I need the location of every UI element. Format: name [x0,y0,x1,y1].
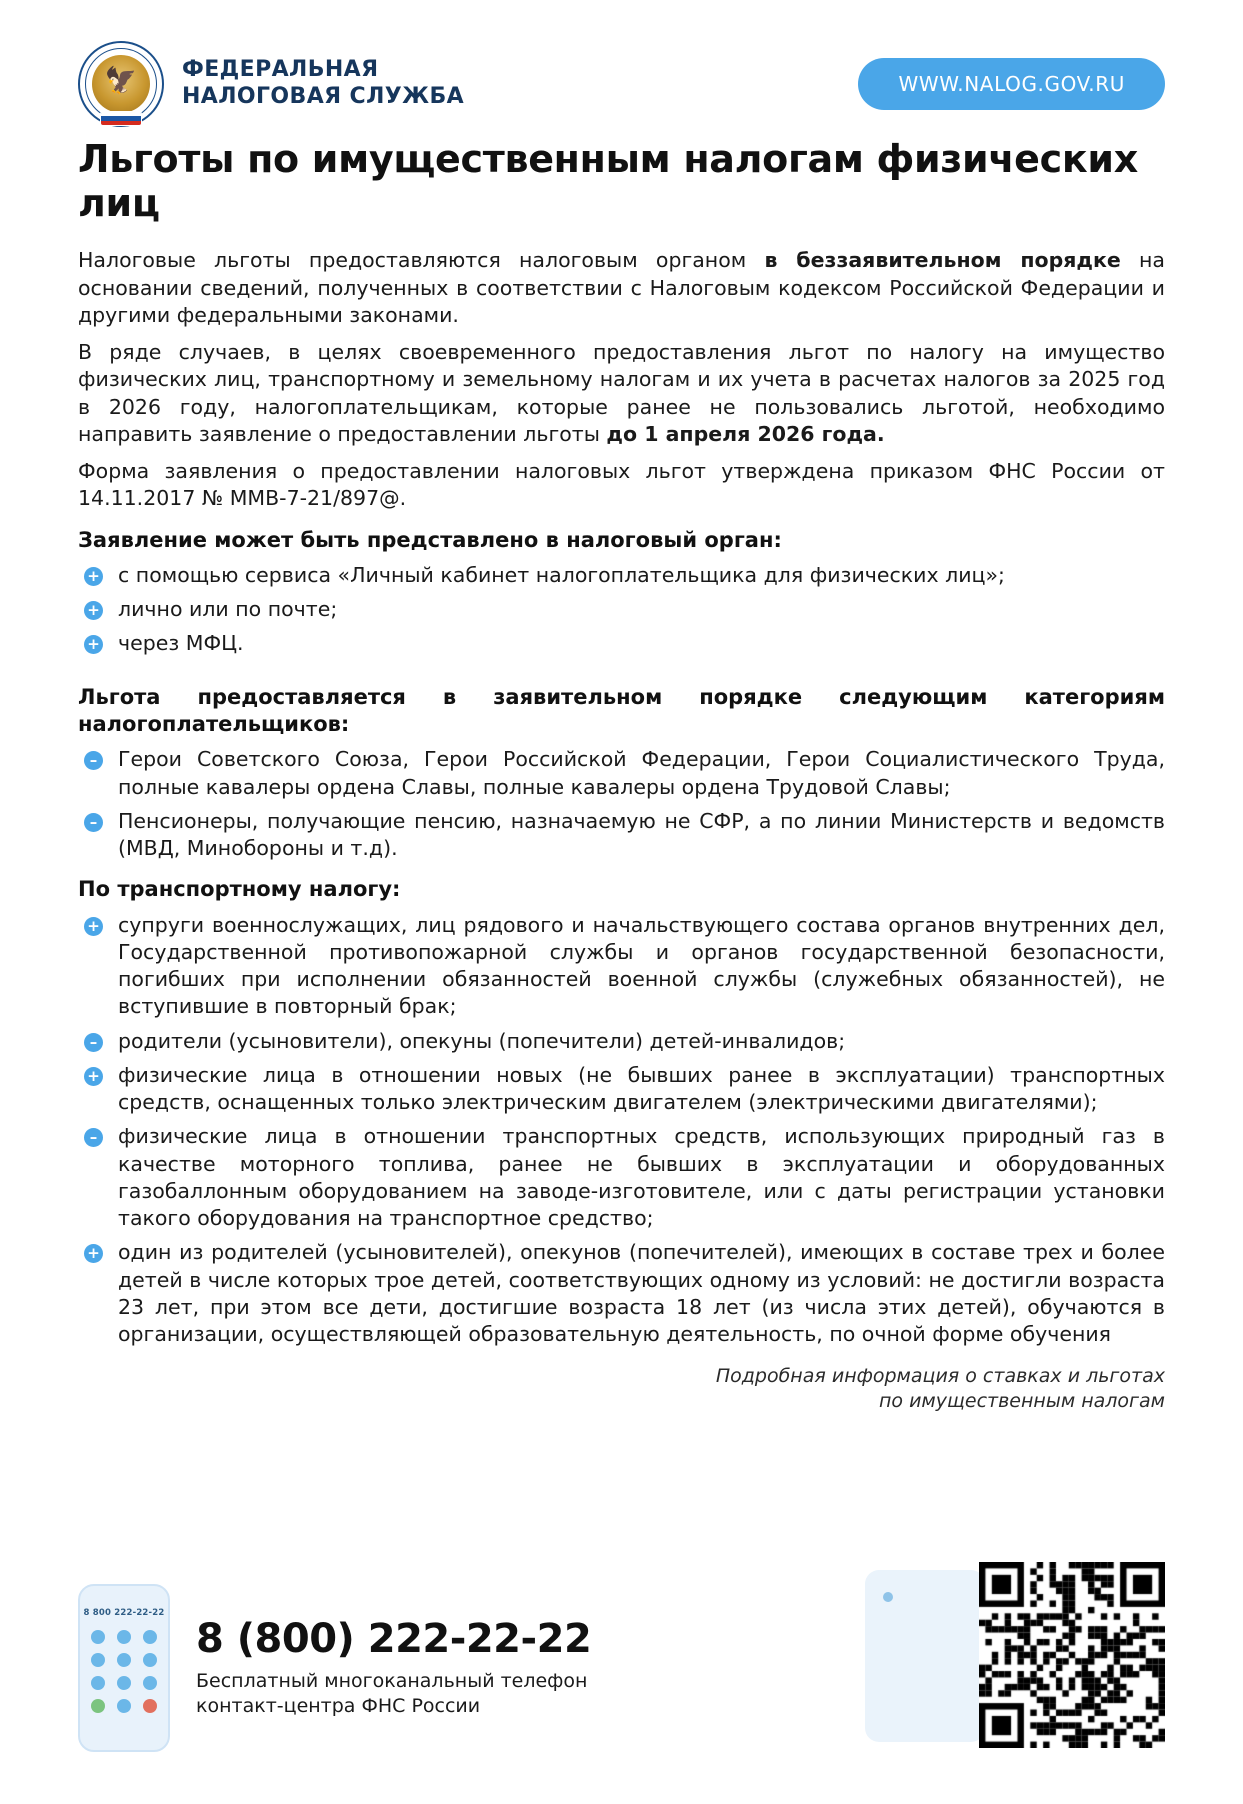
intro-paragraph-2 [78,339,1165,448]
contact-texts [196,1617,591,1718]
categories-list [78,746,1165,862]
card-dot-icon [883,1592,893,1602]
list-item-text: через МФЦ. [118,631,244,656]
page-footer [78,1562,1165,1752]
categories-section-heading: Льгота предоставляется в заявительном порядке следующим категориям налогоплательщиков: [78,684,1165,736]
list-item [78,630,1165,657]
plus-bullet-icon: + [84,1067,103,1086]
intro-p1-text1: Налоговые льготы предоставляются налоговым органом [78,248,765,273]
submit-methods-list [78,562,1165,658]
phone-keypad-icon [80,1630,168,1713]
minus-bullet-icon: – [84,813,103,832]
plus-bullet-icon: + [84,601,103,620]
hotline-caption [196,1669,591,1718]
details-note-line2: по имущественным налогам [878,1390,1165,1412]
plus-bullet-icon: + [84,567,103,586]
list-item-text: Герои Советского Союза, Герои Российской Федерации, Герои Социалистического Труда, полные кавалеры ордена Славы, полные кавалеры ордена Трудовой Славы; [118,747,1165,799]
phone-icon [78,1584,170,1752]
plus-bullet-icon: + [84,1244,103,1263]
list-item-text: физические лица в отношении транспортных средств, использующих природный газ в качестве моторного топлива, ранее не бывших в эксплуатации и оборудованных газобаллонным оборудованием на заводе-изготовителе, или с даты регистрации установки такого оборудования на транспортное средство; [118,1124,1165,1231]
transport-section-heading: По транспортному налогу: [78,877,401,902]
list-item [78,1028,1165,1055]
list-item-text: родители (усыновители), опекуны (попечители) детей-инвалидов; [118,1028,846,1053]
submit-section-heading: Заявление может быть представлено в налоговый орган: [78,527,782,552]
org-name [182,57,464,111]
minus-bullet-icon: – [84,1033,103,1052]
plus-bullet-icon: + [84,635,103,654]
hotline-caption-line1: Бесплатный многоканальный телефон [196,1670,588,1693]
org-name-line1: ФЕДЕРАЛЬНАЯ [182,57,379,83]
phone-screen-label: 8 800 222-22-22 [83,1608,165,1618]
page-title: Льготы по имущественным налогам физических лиц [78,137,1138,225]
qr-code[interactable] [979,1562,1165,1748]
list-item-text: физические лица в отношении новых (не бывших ранее в эксплуатации) транспортных средств, оснащенных только электрическим двигателем (электрическими двигателями); [118,1062,1165,1115]
hotline-caption-line2: контакт-центра ФНС России [196,1695,481,1717]
details-note-line1: Подробная информация о ставках и льготах [715,1365,1165,1388]
qr-block [865,1562,1165,1752]
minus-bullet-icon: – [84,1128,103,1147]
list-item [78,912,1165,1021]
intro-p2-text1: В ряде случаев, в целях своевременного предоставления льгот по налогу на имущество физических лиц, транспортному и земельному налогам и их учета в расчетах налогов за 2025 год в 2026 году, налогоплательщикам, которые ранее не пользовались льготой, необходимо направить заявление о предоставлении льготы [78,340,1165,446]
intro-p2-deadline: до 1 апреля 2026 года. [606,421,885,446]
list-item [78,746,1165,801]
qr-card-shape [865,1570,985,1742]
contact-block [78,1584,591,1752]
list-item [78,562,1165,589]
plus-bullet-icon: + [84,917,103,936]
intro-p1-bold: в беззаявительном порядке [764,248,1121,273]
list-item [78,1123,1165,1232]
list-item-text: Пенсионеры, получающие пенсию, назначаемую не СФР, а по линии Министерств и ведомств (МВД, Минобороны и т.д). [118,808,1165,861]
website-badge[interactable]: WWW.NALOG.GOV.RU [858,58,1165,110]
page-header [78,0,1165,110]
intro-paragraph-1 [78,247,1165,329]
transport-benefits-list [78,912,1165,1349]
brand-block [78,41,464,127]
list-item [78,808,1165,863]
details-note [78,1364,1165,1413]
minus-bullet-icon: – [84,751,103,770]
list-item-text: лично или по почте; [118,597,338,622]
list-item-text: супруги военнослужащих, лиц рядового и начальствующего состава органов внутренних дел, Государственной противопожарной службы и органов государственной безопасности, погибших при исполнении обязанностей военной службы (служебных обязанностей), не вступившие в повторный брак; [118,912,1165,1019]
intro-p1-text2: на основании сведений, полученных в соответствии с Налоговым кодексом Российской Федерации и другими федеральными законами. [78,248,1165,327]
intro-paragraph-3: Форма заявления о предоставлении налоговых льгот утверждена приказом ФНС России от 14.11.2017 № ММВ-7-21/897@. [78,459,1165,511]
list-item [78,1062,1165,1117]
org-name-line2: НАЛОГОВАЯ СЛУЖБА [182,84,465,109]
list-item-text: один из родителей (усыновителей), опекунов (попечителей), имеющих в составе трех и более детей в числе которых трое детей, соответствующих одному из условий: не достигли возраста 23 лет, при этом все дети, достигшие возраста 18 лет (из числа этих детей), обучаются в организации, осуществляющей образовательную деятельность, по очной форме обучения [118,1240,1165,1347]
fns-emblem-icon: 🦅 [78,41,164,127]
list-item [78,596,1165,623]
list-item-text: с помощью сервиса «Личный кабинет налогоплательщика для физических лиц»; [118,562,1005,587]
hotline-number[interactable]: 8 (800) 222-22-22 [196,1616,592,1663]
list-item [78,1239,1165,1348]
